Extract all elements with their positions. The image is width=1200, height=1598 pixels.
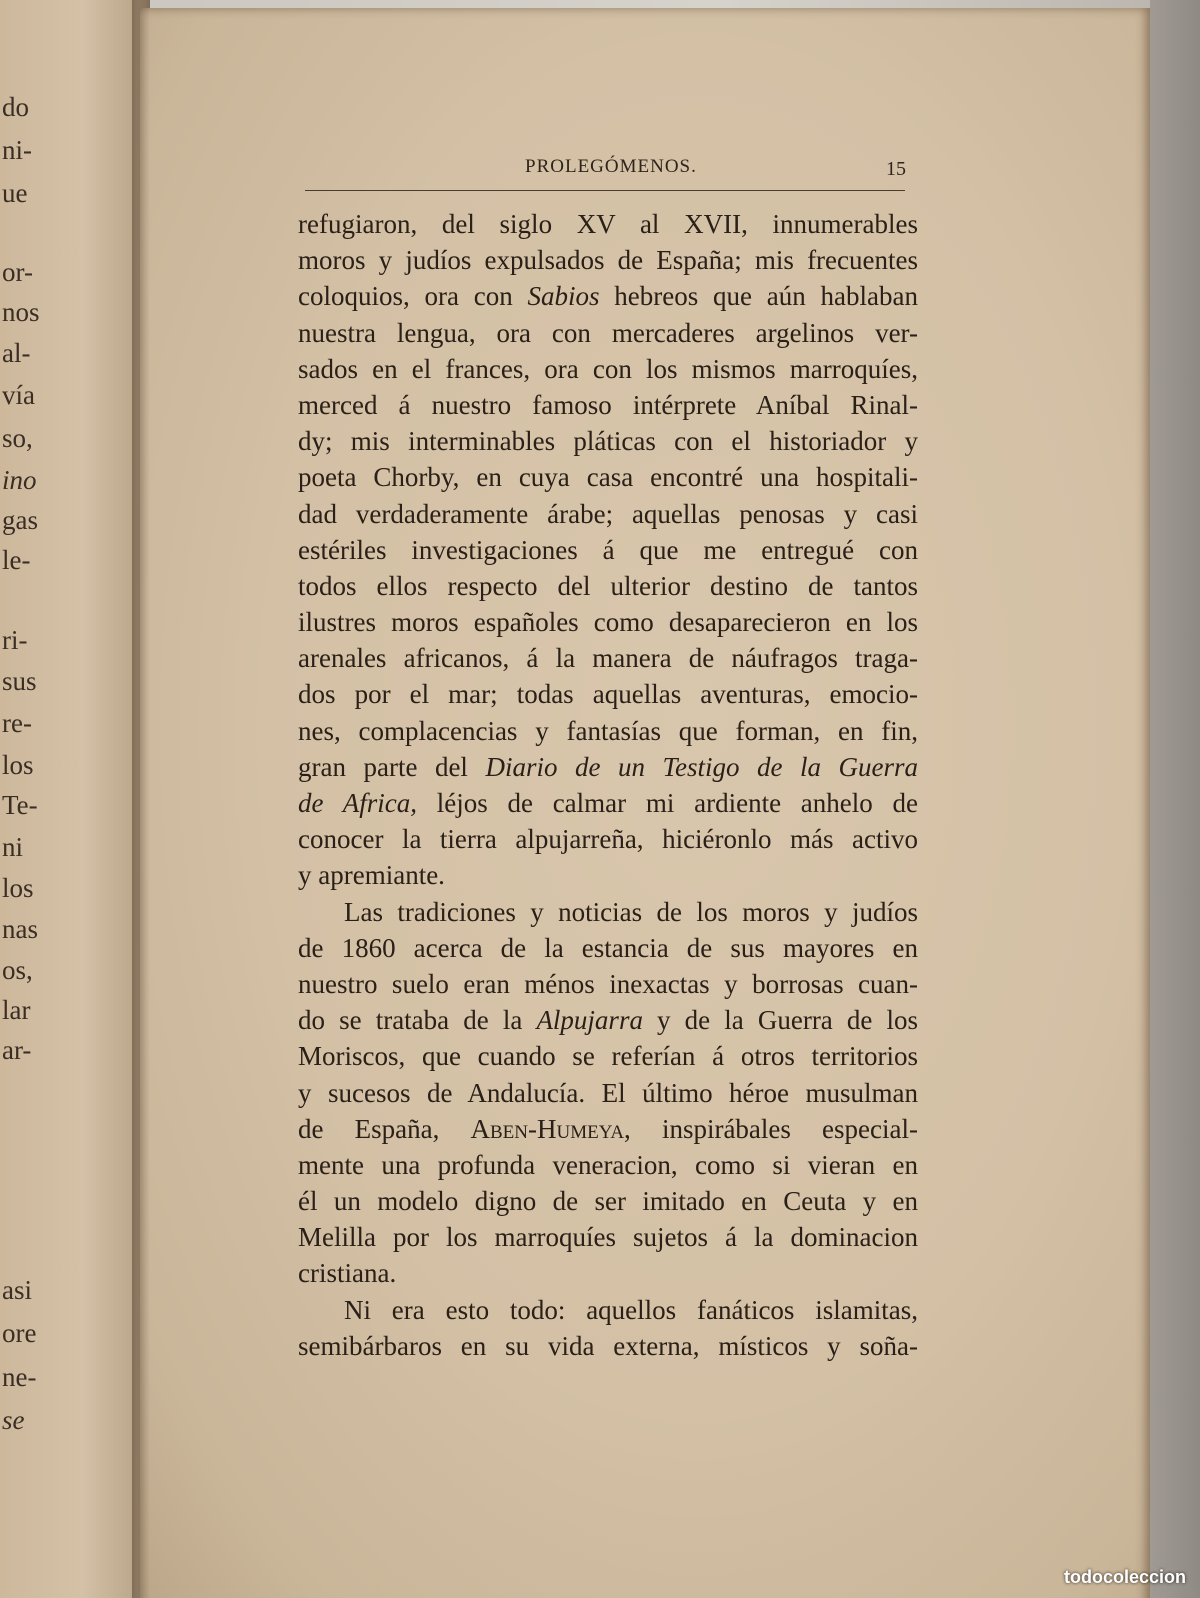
- text-segment: semibárbaros en su vida externa, místicos y soña-: [298, 1330, 918, 1361]
- text-segment: todos ellos respecto del ulterior destino de tantos: [298, 570, 918, 601]
- text-segment: Moriscos, que cuando se referían á otros territorios: [298, 1041, 918, 1072]
- text-segment: Ni era esto todo: aquellos fanáticos islamitas,: [344, 1294, 918, 1325]
- text-segment: estériles investigaciones á que me entregué con: [298, 534, 918, 565]
- left-page-fragment: ue: [2, 178, 28, 208]
- left-page-fragment: se: [2, 1405, 25, 1435]
- left-page-fragment: os,: [2, 955, 33, 985]
- page-header: [305, 150, 920, 190]
- left-page-fragment: los: [2, 750, 34, 780]
- header-rule: [305, 190, 905, 191]
- left-page-fragment: ni-: [2, 135, 32, 165]
- text-segment: nuestro suelo eran ménos inexactas y borrosas cuan-: [298, 968, 918, 999]
- left-page-fragment: ino: [2, 465, 37, 495]
- left-page-fragment: or-: [2, 257, 33, 287]
- text-segment: hebreos que aún hablaban: [599, 281, 918, 312]
- text-segment: ilustres moros españoles como desaparecieron en los: [298, 607, 918, 638]
- text-line: [298, 640, 918, 676]
- left-page-fragment: le-: [2, 545, 31, 575]
- left-page-fragment: los: [2, 873, 34, 903]
- italic-text: Sabios: [527, 281, 600, 312]
- left-page-text-fragments: [2, 0, 42, 1598]
- text-line: [298, 242, 918, 278]
- left-page-fragment: re-: [2, 708, 32, 738]
- text-segment: mente una profunda veneracion, como si vieran en: [298, 1149, 918, 1180]
- text-segment: él un modelo digno de ser imitado en Ceuta y en: [298, 1186, 918, 1217]
- left-page-fragment: ar-: [2, 1035, 32, 1065]
- text-segment: cristiana.: [298, 1258, 397, 1289]
- text-line: [298, 1002, 918, 1038]
- text-segment: y de la Guerra de los: [642, 1005, 918, 1036]
- text-line: [298, 930, 918, 966]
- text-line: [298, 496, 918, 532]
- left-page: [0, 0, 150, 1598]
- text-line: [298, 1219, 918, 1255]
- italic-text: Alpujarra: [536, 1005, 643, 1036]
- text-line: [298, 1111, 918, 1147]
- italic-text: Diario de un Testigo de la Guerra: [485, 751, 919, 782]
- text-line: [298, 1038, 918, 1074]
- small-caps-text: Aben-Humeya: [470, 1113, 625, 1144]
- book-gutter: [132, 0, 150, 1598]
- text-segment: Las tradiciones y noticias de los moros y judíos: [344, 896, 918, 927]
- left-page-fragment: do: [2, 92, 29, 122]
- text-line: [298, 713, 918, 749]
- text-line: [298, 315, 918, 351]
- text-segment: moros y judíos expulsados de España; mis frecuentes: [298, 245, 918, 276]
- left-page-fragment: gas: [2, 505, 38, 535]
- text-segment: dos por el mar; todas aquellas aventuras, emocio-: [298, 679, 918, 710]
- text-segment: merced á nuestro famoso intérprete Aníbal Rinal-: [298, 389, 918, 420]
- left-page-fragment: asi: [2, 1275, 32, 1305]
- text-line: [298, 1183, 918, 1219]
- left-page-fragment: nos: [2, 297, 40, 327]
- left-page-fragment: lar: [2, 995, 31, 1025]
- page-number: 15: [886, 158, 906, 180]
- text-line: [298, 821, 918, 857]
- watermark: todocoleccion: [1063, 1567, 1186, 1587]
- text-segment: arenales africanos, á la manera de náufragos traga-: [298, 643, 918, 674]
- text-line: [298, 568, 918, 604]
- text-segment: refugiaron, del siglo XV al XVII, innumerables: [298, 209, 918, 239]
- text-line: [298, 423, 918, 459]
- running-head: PROLEGÓMENOS.: [525, 156, 697, 177]
- text-line: [298, 1328, 918, 1364]
- left-page-fragment: ne-: [2, 1362, 37, 1392]
- text-line: [298, 278, 918, 314]
- text-line: [298, 604, 918, 640]
- text-line: [298, 351, 918, 387]
- left-page-fragment: ri-: [2, 625, 28, 655]
- background-surface: [1150, 0, 1200, 1598]
- text-line: [298, 532, 918, 568]
- text-line: [298, 1255, 918, 1291]
- text-line: [298, 785, 918, 821]
- left-page-fragment: nas: [2, 914, 38, 944]
- text-segment: dad verdaderamente árabe; aquellas penosas y casi: [298, 498, 918, 529]
- text-segment: y sucesos de Andalucía. El último héroe musulman: [298, 1077, 918, 1108]
- text-segment: , inspirábales especial-: [624, 1113, 918, 1144]
- text-segment: do se trataba de la: [298, 1005, 537, 1036]
- text-segment: gran parte del: [298, 751, 486, 782]
- left-page-fragment: ore: [2, 1318, 37, 1348]
- text-segment: y apremiante.: [298, 860, 445, 891]
- text-line: [298, 966, 918, 1002]
- left-page-fragment: ni: [2, 832, 24, 862]
- text-segment: nuestra lengua, ora con mercaderes argelinos ver-: [298, 317, 918, 348]
- text-line: [298, 387, 918, 423]
- text-segment: sados en el frances, ora con los mismos marroquíes,: [298, 353, 918, 384]
- text-segment: conocer la tierra alpujarreña, hiciéronlo más activo: [298, 824, 918, 855]
- text-segment: de España,: [298, 1113, 471, 1144]
- left-page-fragment: sus: [2, 666, 37, 696]
- text-line: [298, 1292, 918, 1328]
- text-line: [298, 894, 918, 930]
- text-line: [298, 857, 918, 893]
- left-page-fragment: so,: [2, 423, 33, 453]
- text-line: [298, 459, 918, 495]
- text-segment: poeta Chorby, en cuya casa encontré una hospitali-: [298, 462, 918, 493]
- text-segment: léjos de calmar mi ardiente anhelo de: [416, 788, 919, 818]
- text-segment: nes, complacencias y fantasías que forman, en fin,: [298, 715, 918, 746]
- left-page-fragment: vía: [2, 380, 35, 410]
- text-line: [298, 1147, 918, 1183]
- text-line: [298, 206, 918, 242]
- text-segment: dy; mis interminables pláticas con el historiador y: [298, 426, 918, 457]
- text-segment: de 1860 acerca de la estancia de sus mayores en: [298, 932, 918, 963]
- text-segment: coloquios, ora con: [298, 281, 528, 312]
- left-page-fragment: Te-: [2, 790, 38, 820]
- text-segment: Melilla por los marroquíes sujetos á la dominacion: [298, 1222, 918, 1253]
- italic-text: de Africa,: [298, 788, 417, 818]
- text-line: [298, 1075, 918, 1111]
- left-page-fragment: al-: [2, 338, 31, 368]
- text-line: [298, 749, 918, 785]
- text-line: [298, 676, 918, 712]
- body-text: [298, 206, 918, 1364]
